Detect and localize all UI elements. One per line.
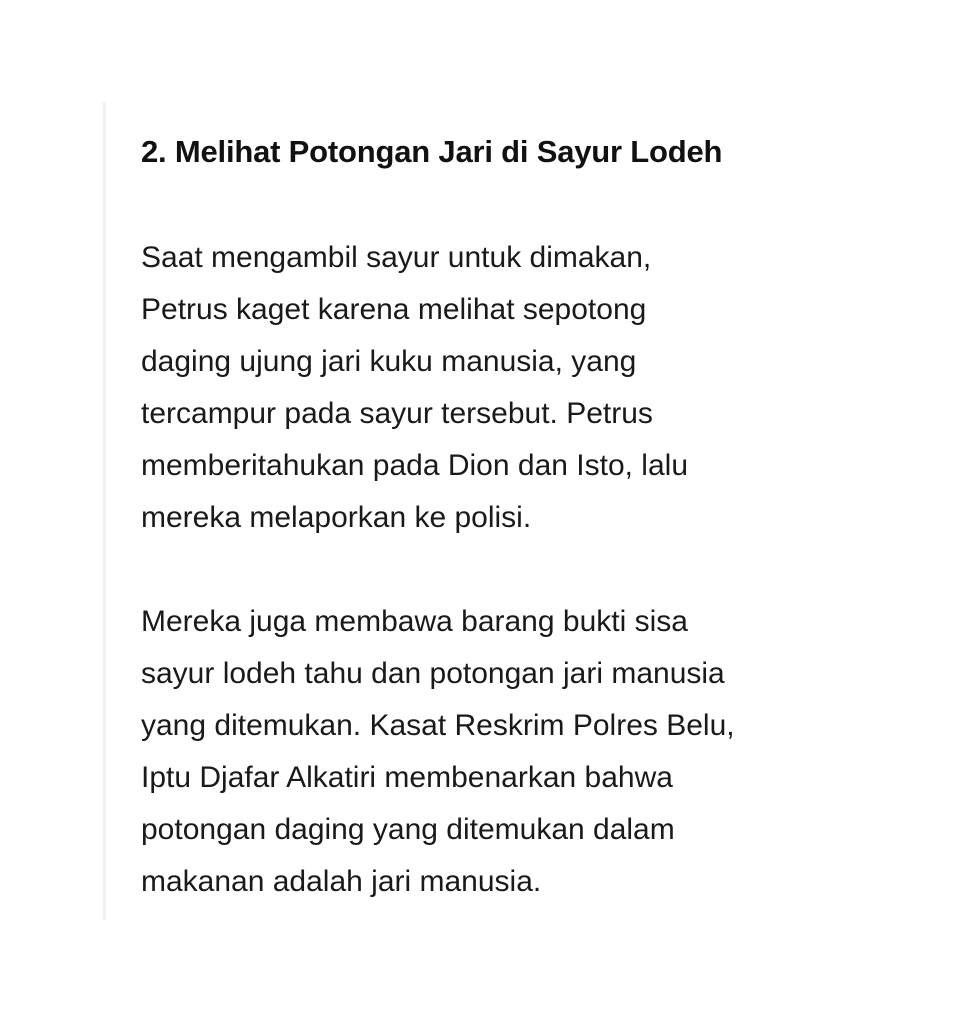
paragraph-line: Mereka juga membawa barang bukti sisa	[141, 605, 688, 638]
paragraph-1	[141, 232, 831, 544]
paragraph-2	[141, 596, 831, 908]
paragraph-line: mereka melaporkan ke polisi.	[141, 501, 532, 534]
paragraph-line: Saat mengambil sayur untuk dimakan,	[141, 241, 652, 274]
article-content	[141, 130, 831, 908]
paragraph-line: Iptu Djafar Alkatiri membenarkan bahwa	[141, 761, 673, 794]
paragraph-line: Petrus kaget karena melihat sepotong	[141, 293, 647, 326]
section-heading: 2. Melihat Potongan Jari di Sayur Lodeh	[141, 134, 723, 169]
paragraph-line: potongan daging yang ditemukan dalam	[141, 813, 675, 846]
article-block	[103, 102, 843, 920]
paragraph-line: sayur lodeh tahu dan potongan jari manusia	[141, 657, 725, 690]
paragraph-line: daging ujung jari kuku manusia, yang	[141, 345, 637, 378]
paragraph-line: tercampur pada sayur tersebut. Petrus	[141, 397, 653, 430]
paragraph-line: yang ditemukan. Kasat Reskrim Polres Belu,	[141, 709, 735, 742]
paragraph-line: memberitahukan pada Dion dan Isto, lalu	[141, 449, 689, 482]
paragraph-line: makanan adalah jari manusia.	[141, 865, 542, 898]
